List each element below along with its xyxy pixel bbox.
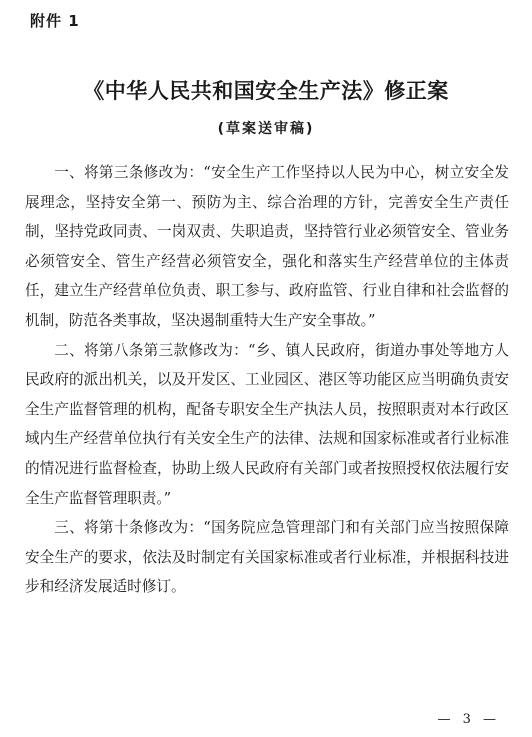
page-number: — 3 —	[437, 712, 500, 727]
document-subtitle: (草案送审稿)	[217, 121, 315, 137]
paragraph-1: 一、将第三条修改为：“安全生产工作坚持以人民为中心，树立安全发展理念，坚持安全第一、预防为主、综合治理的方针，完善安全生产责任制，坚持党政同责、一岗双责、失职追责，坚持管行业必须管安全、管业务必须管安全、管生产经营必须管安全，强化和落实生产经营单位的主体责任，建立生产经营单位负责、职工参与、政府监管、行业自律和社会监督的机制，防范各类事故，坚决遏制重特大生产安全事故。”	[25, 164, 509, 329]
paragraph-2: 二、将第八条第三款修改为：“乡、镇人民政府，街道办事处等地方人民政府的派出机关，以及开发区、工业园区、港区等功能区应当明确负责安全生产监督管理的机构，配备专职安全生产执法人员，按照职责对本行政区域内生产经营单位执行有关安全生产的法律、法规和国家标准或者行业标准的情况进行监督检查，协助上级人民政府有关部门或者按照授权依法履行安全生产监督管理职责。”	[25, 341, 509, 507]
document-title: 《中华人民共和国安全生产法》修正案	[83, 79, 449, 103]
document-body	[25, 158, 509, 602]
paragraph-3: 三、将第十条修改为：“国务院应急管理部门和有关部门应当按照保障安全生产的要求，依法及时制定有关国家标准或者行业标准，并根据科技进步和经济发展适时修订。	[25, 519, 509, 596]
attachment-label: 附件 1	[30, 12, 80, 30]
